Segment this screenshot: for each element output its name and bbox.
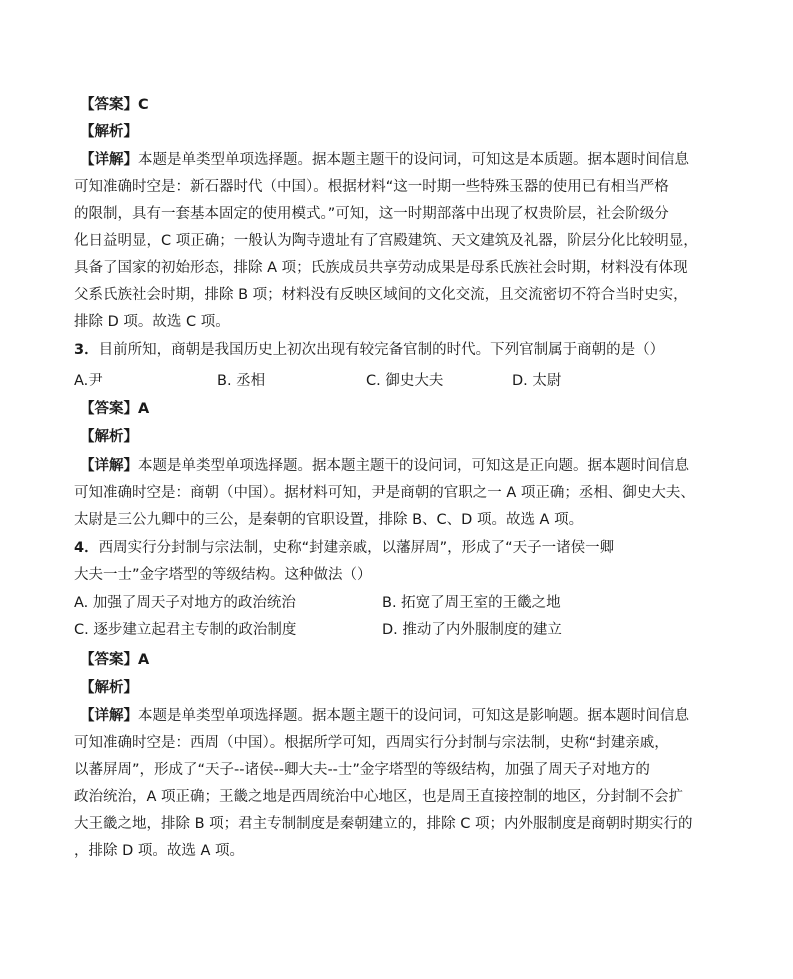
q2-detail-line-1: 可知准确时空是：新石器时代（中国）。根据材料“这一时期一些特殊玉器的使用已有相当严格 <box>74 179 669 195</box>
answer-value: C <box>138 97 149 113</box>
q4-option-c: C. 逐步建立起君主专制的政治制度 <box>74 622 297 638</box>
q4-option-d: D. 推动了内外服制度的建立 <box>382 622 562 638</box>
question-stem: 目前所知，商朝是我国历史上初次出现有较完备官制的时代。下列官制属于商朝的是（） <box>98 342 665 358</box>
q4-detail-line-2: 以蕃屏周”，形成了“天子--诸侯--卿大夫--士”金字塔型的等级结构，加强了周天子对地方的 <box>74 762 650 778</box>
answer-tag: 【答案】 <box>80 401 138 417</box>
q2-detail-line-4: 具备了国家的初始形态，排除 A 项；氏族成员共享劳动成果是母系氏族社会时期，材料没有体现 <box>74 260 688 276</box>
q4-detail-line-4: 大王畿之地，排除 B 项；君主专制制度是秦朝建立的，排除 C 项；内外服制度是商朝时期实行的 <box>74 816 693 832</box>
q4-detail-line-0 <box>80 707 689 725</box>
q3-analysis-tag: 【解析】 <box>80 429 138 445</box>
q3-detail-line-0 <box>80 457 689 475</box>
question-number: 4． <box>74 540 99 556</box>
q3-stem <box>74 341 664 359</box>
detail-tag: 【详解】 <box>80 708 138 724</box>
q2-answer-line <box>80 96 149 114</box>
detail-tag: 【详解】 <box>80 152 138 168</box>
detail-text: 本题是单类型单项选择题。据本题主题干的设问词，可知这是影响题。据本题时间信息 <box>138 708 689 724</box>
q3-detail-line-2: 太尉是三公九卿中的三公，是秦朝的官职设置，排除 B、C、D 项。故选 A 项。 <box>74 512 584 528</box>
q2-detail-line-5: 父系氏族社会时期，排除 B 项；材料没有反映区域间的文化交流，且交流密切不符合当时史实， <box>74 287 688 303</box>
question-number: 3． <box>74 342 99 358</box>
answer-tag: 【答案】 <box>80 652 138 668</box>
q4-detail-line-1: 可知准确时空是：西周（中国）。根据所学可知，西周实行分封制与宗法制，史称“封建亲戚， <box>74 735 669 751</box>
q4-detail-line-3: 政治统治，A 项正确；王畿之地是西周统治中心地区，也是周王直接控制的地区，分封制不会扩 <box>74 789 684 805</box>
answer-value: A <box>138 652 150 668</box>
q4-analysis-tag: 【解析】 <box>80 680 138 696</box>
q4-stem-line-0 <box>74 539 614 557</box>
q3-option-a: A.尹 <box>74 373 103 389</box>
answer-value: A <box>138 401 150 417</box>
q2-detail-line-2: 的限制，具有一套基本固定的使用模式。”可知，这一时期部落中出现了权贵阶层，社会阶级分 <box>74 206 669 222</box>
q2-analysis-tag: 【解析】 <box>80 124 138 140</box>
detail-text: 本题是单类型单项选择题。据本题主题干的设问词，可知这是本质题。据本题时间信息 <box>138 152 689 168</box>
q4-stem-line-1: 大夫一士”金字塔型的等级结构。这种做法（） <box>74 567 372 583</box>
q3-answer-line <box>80 400 149 418</box>
q2-detail-line-6: 排除 D 项。故选 C 项。 <box>74 314 230 330</box>
q4-option-b: B. 拓宽了周王室的王畿之地 <box>382 595 561 611</box>
q4-answer-line <box>80 651 149 669</box>
detail-text: 本题是单类型单项选择题。据本题主题干的设问词，可知这是正向题。据本题时间信息 <box>138 458 689 474</box>
q3-detail-line-1: 可知准确时空是：商朝（中国）。据材料可知，尹是商朝的官职之一 A 项正确；丞相、御史大夫、 <box>74 485 695 501</box>
q4-option-a: A. 加强了周天子对地方的政治统治 <box>74 595 296 611</box>
q4-detail-line-5: ，排除 D 项。故选 A 项。 <box>74 843 245 859</box>
q3-option-c: C. 御史大夫 <box>366 373 444 389</box>
detail-tag: 【详解】 <box>80 458 138 474</box>
q2-detail-line-3: 化日益明显，C 项正确；一般认为陶寺遗址有了宫殿建筑、天文建筑及礼器，阶层分化比较明显， <box>74 233 698 249</box>
question-stem: 西周实行分封制与宗法制，史称“封建亲戚，以藩屏周”，形成了“天子一诸侯一卿 <box>98 540 615 556</box>
q3-option-b: B. 丞相 <box>217 373 266 389</box>
answer-tag: 【答案】 <box>80 97 138 113</box>
q3-option-d: D. 太尉 <box>512 373 562 389</box>
q2-detail-line-0 <box>80 151 689 169</box>
